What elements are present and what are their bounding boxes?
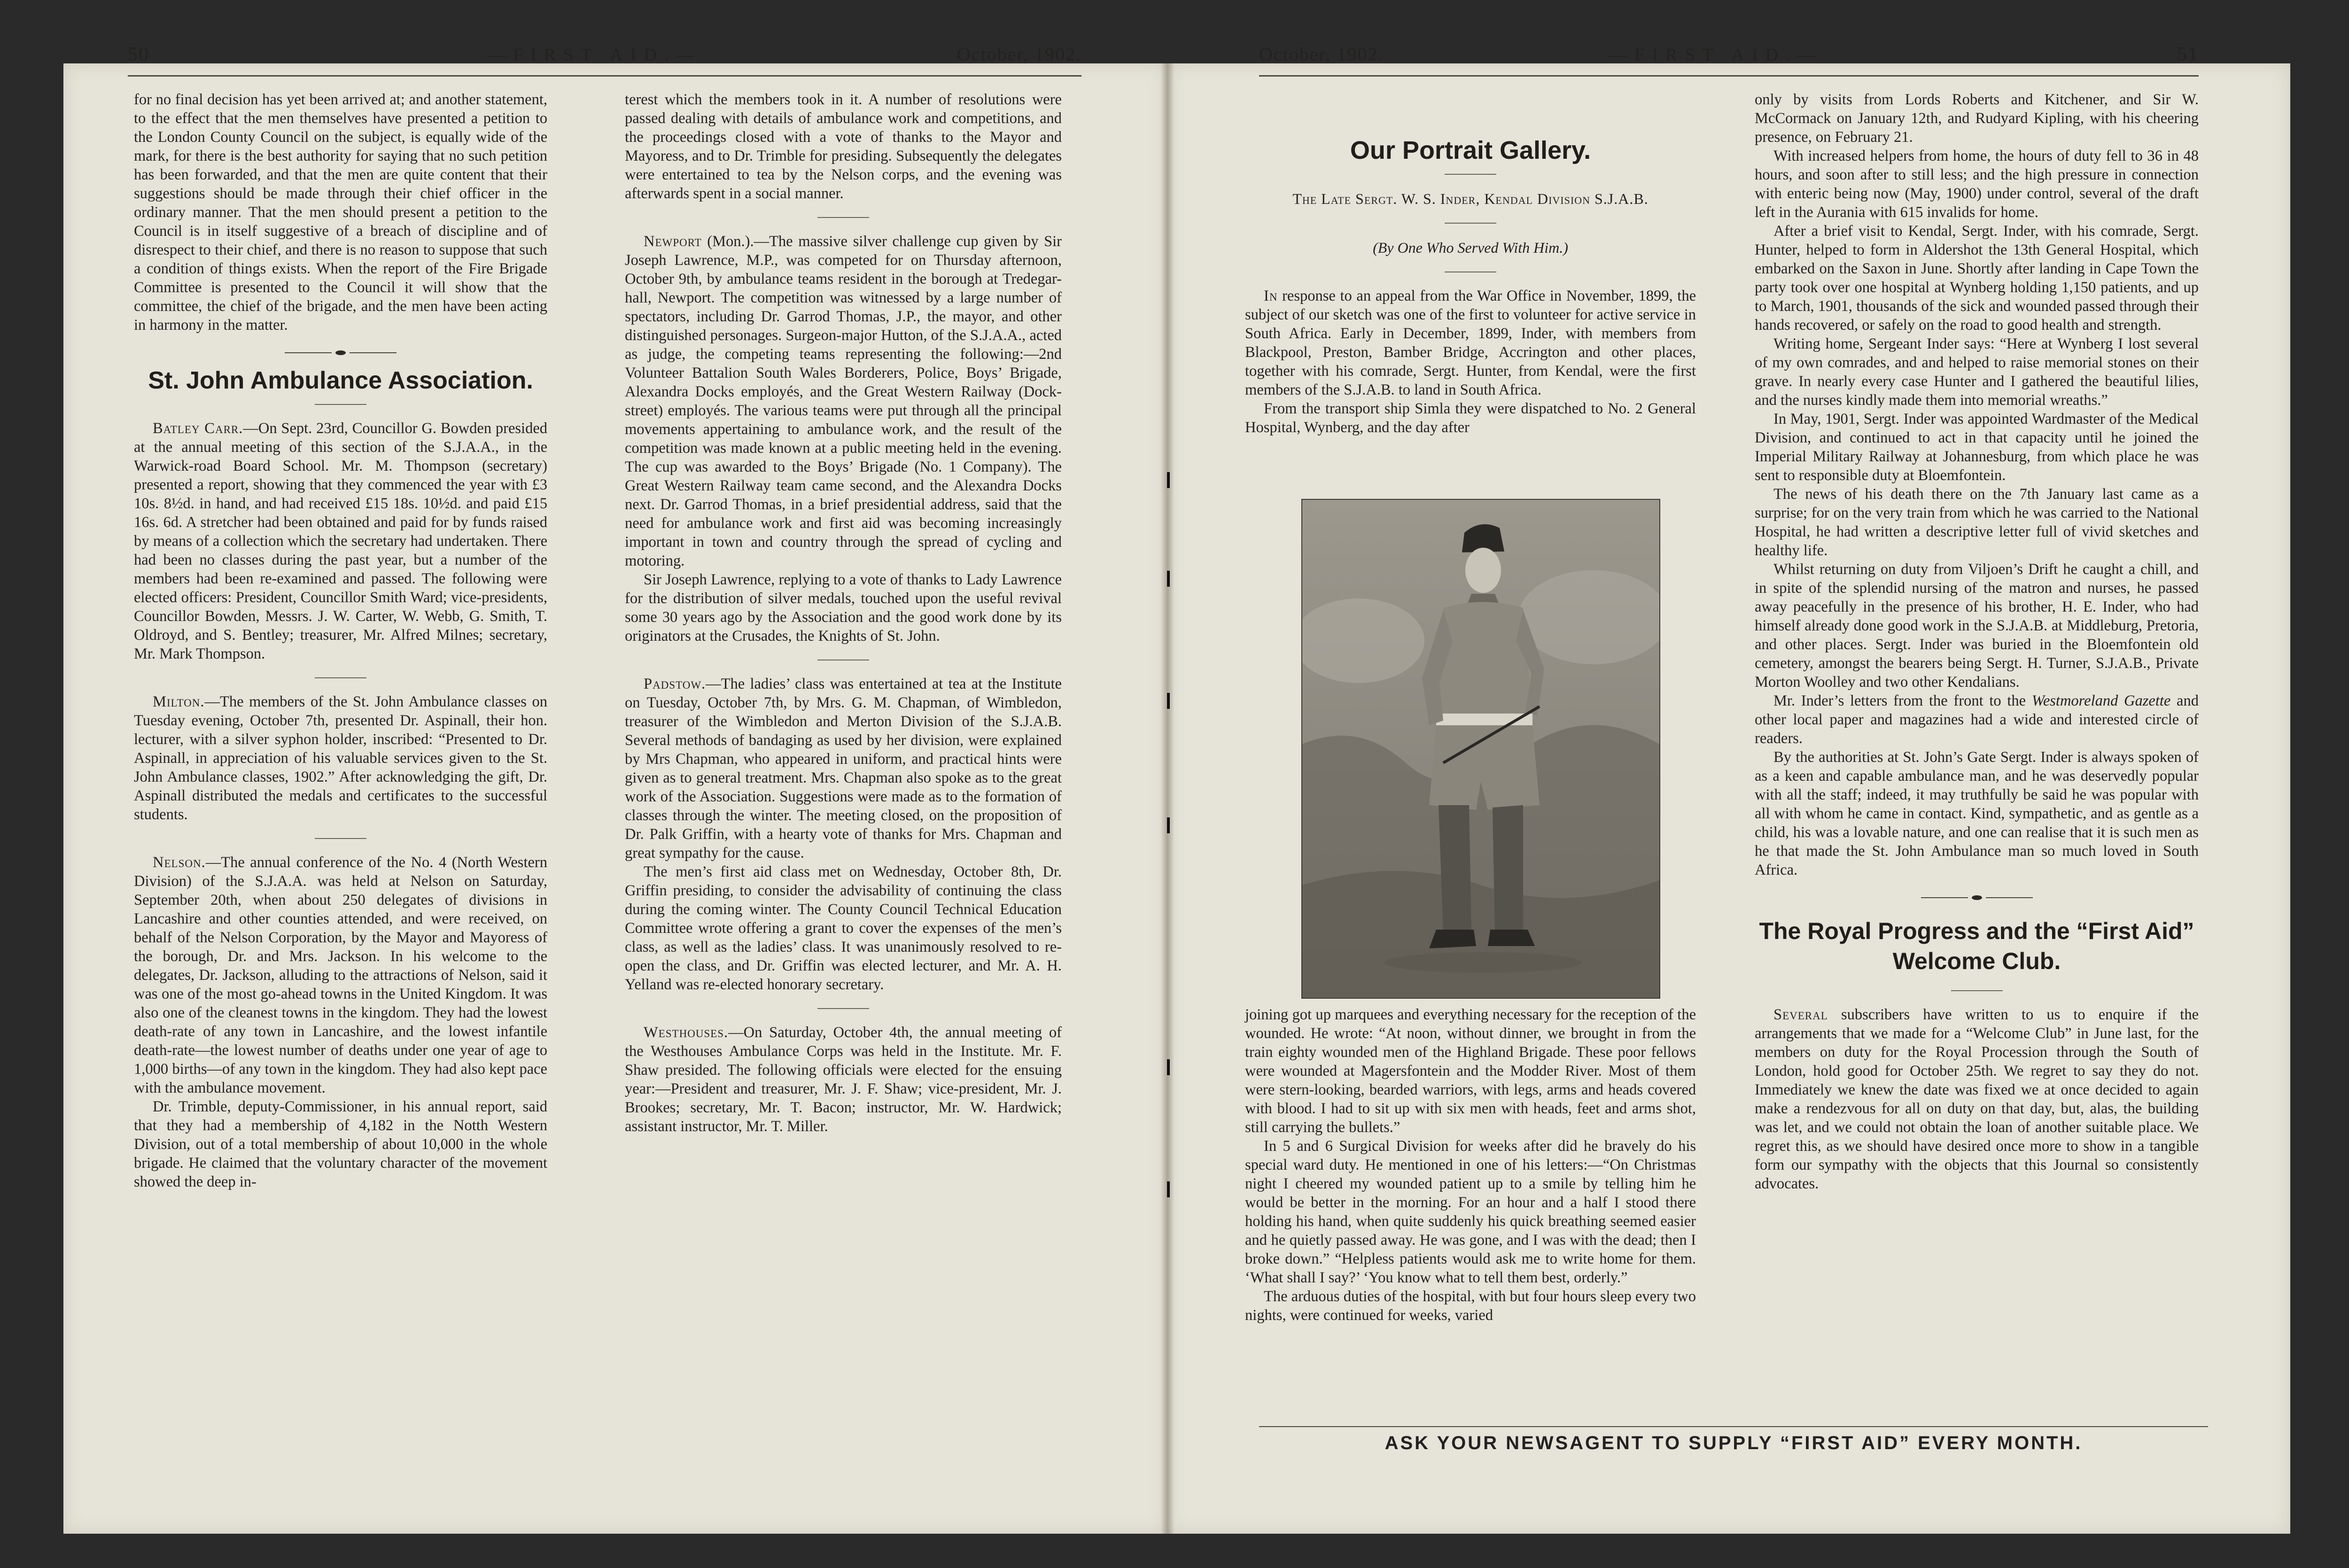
- soldier-portrait-illustration: [1302, 500, 1659, 998]
- separator: [1445, 174, 1496, 175]
- separator: [817, 1008, 869, 1009]
- paragraph: joining got up marquees and everything necessary for the reception of the wounded. He wrote: “At noon, without dinner, we brought in from the train eighty wounded men of the Highland Brigade. These poor fellows were wounded at Magersfontein and the Modder River. Most of them were stern-looking, bearded warriors, with legs, arms and heads covered with blood. I had to sit up with six men with heads, feet and arms shot, still carrying the bullets.”: [1245, 1006, 1696, 1136]
- article-milton: [134, 692, 547, 824]
- right-column-2: [1755, 90, 2199, 1193]
- right-column-1-top: [1245, 136, 1696, 437]
- paragraph: [1755, 691, 2199, 748]
- right-column-1-bottom: [1245, 1005, 1696, 1325]
- paragraph: [1245, 287, 1696, 399]
- binding-gutter: [1160, 63, 1174, 1534]
- paragraph: From the transport ship Simla they were dispatched to No. 2 General Hospital, Wynberg, and the day after: [1245, 400, 1696, 436]
- place-name: Milton.: [153, 693, 205, 710]
- left-column-2: [625, 90, 1062, 1136]
- paragraph: Whilst returning on duty from Viljoen’s Drift he caught a chill, and in spite of the splendid nursing of the matron and nurses, he passed away peacefully in the presence of his brother, H. E. Inder, who had himself already done good work in the S.J.A.B. at Middleburg, Pretoria, and other places. Sergt. Inder was buried in the Bloemfontein old cemetery, amongst the bearers being Sergt. H. Turner, S.J.A.B., Private Morton Woolley and two other Kendalians.: [1755, 561, 2199, 691]
- section-heading: St. John Ambulance Association.: [148, 367, 533, 394]
- paragraph: Sir Joseph Lawrence, replying to a vote of thanks to Lady Lawrence for the distribution of silver medals, touched upon the useful revival some 30 years ago by the Association and the good work done by its originators at the Crusades, the Knights of St. John.: [625, 571, 1062, 644]
- place-name: Nelson.: [153, 854, 206, 871]
- header-rule: [128, 75, 1081, 77]
- section-heading: Our Portrait Gallery.: [1350, 136, 1591, 164]
- separator: [817, 217, 869, 218]
- separator: [315, 677, 366, 678]
- paragraph-text: —The annual conference of the No. 4 (North Western Division) of the S.J.A.A. was held at Nelson on Saturday, September 20th, when about 250 delegates of divisions in Lancashire and other counties attended, and were received, on behalf of the Nelson Corporation, by the Mayor and Mayoress of the borough, Dr. and Mrs. Jackson. In his welcome to the delegates, Dr. Jackson, alluding to the attractions of Nelson, said it was one of the most go-ahead towns in the United Kingdom. It was also one of the cleanest towns in the kingdom. They had the lowest death-rate of any town in Lancashire, and the lowest infantile death-rate—the lowest number of deaths under one year of age to 1,000 births—of any town in the kingdom. They had also kept pace with the ambulance movement.: [134, 854, 547, 1096]
- issue-date: October, 1902.: [1259, 44, 1384, 65]
- issue-date: October, 1902.: [957, 44, 1081, 65]
- binding-mark: [1167, 571, 1170, 587]
- portrait-photograph: [1301, 499, 1660, 999]
- binding-mark: [1167, 817, 1170, 833]
- place-name: Westhouses.: [644, 1024, 729, 1041]
- place-name: Batley Carr.: [153, 420, 243, 437]
- article-westhouses: [625, 1023, 1062, 1136]
- magazine-title: —FIRST AID.—: [1609, 45, 1823, 65]
- paragraph: The news of his death there on the 7th January last came as a surprise; for on the very train from which he was carried to the National Hospital, he had written a descriptive letter full of vivid sketches and healthy life.: [1755, 486, 2199, 559]
- page-number: 51: [2177, 44, 2199, 65]
- article-continuation: terest which the members took in it. A number of resolutions were passed dealing with details of ambulance work and competitions, and the proceedings closed with a vote of thanks to the Mayor and Mayoress, and to Dr. Trimble for presiding. Subsequently the delegates were entertained to tea by the Nelson corps, and the evening was afterwards spent in a social manner.: [625, 91, 1062, 202]
- ornament-divider: [1755, 895, 2199, 900]
- paragraph-text: —On Saturday, October 4th, the annual meeting of the Westhouses Ambulance Corps was held in the Institute. Mr. F. Shaw presided. The following officials were elected for the ensuing year:—President and treasurer, Mr. J. F. Shaw; vice-president, Mr. J. Brookes; secretary, Mr. T. Bacon; instructor, Mr. W. Hardwick; assistant instructor, Mr. T. Miller.: [625, 1024, 1062, 1135]
- footer-advert: ASK YOUR NEWSAGENT TO SUPPLY “FIRST AID” EVERY MONTH.: [1385, 1433, 2083, 1453]
- ornament-divider: [134, 350, 547, 355]
- paragraph: [1755, 1005, 2199, 1193]
- separator: [1951, 990, 2003, 991]
- separator: [1445, 223, 1496, 224]
- paragraph: Dr. Trimble, deputy-Commissioner, in his annual report, said that they had a membership of 4,182 in the Notth Western Division, out of a total membership of about 10,000 in the whole brigade. He claimed that the voluntary character of the movement showed the deep in-: [134, 1098, 547, 1190]
- binding-mark: [1167, 1181, 1170, 1197]
- section-heading: The Royal Progress and the “First Aid” Welcome Club.: [1759, 918, 2194, 974]
- paragraph: After a brief visit to Kendal, Sergt. Inder, with his comrade, Sergt. Hunter, helped to form in Aldershot the 13th General Hospital, which embarked on the Saxon in June. Shortly after landing in Cape Town the party took over one hospital at Wynberg holding 1,150 patients, and up to March, 1901, thousands of the sick and wounded passed through their hands recovered, or safely on the road to good health and strength.: [1755, 223, 2199, 334]
- left-column-1: [134, 90, 547, 1191]
- drop-word: Several: [1773, 1006, 1828, 1023]
- paragraph-text: (Mon.).—The massive silver challenge cup given by Sir Joseph Lawrence, M.P., was competed for on Thursday afternoon, October 9th, by ambulance teams resident in the borough at Tredegar-hall, Newport. The competition was witnessed by a large number of spectators, including Dr. Garrod Thomas, J.P., the mayor, and other distinguished personages. Surgeon-major Hutton, of the S.J.A.A., acted as judge, the competing teams representing the following:—2nd Volunteer Battalion South Wales Borderers, Police, Boys’ Brigade, Alexandra Docks employés, and the Great Western Railway (Dock-street) employés. The various teams were put through all the principal movements appertaining to ambulance work, and the result of the competition was made known at a public meeting held in the evening. The cup was awarded to the Boys’ Brigade (No. 1 Company). The Great Western Railway team came second, and the Alexandra Docks next. Dr. Garrod Thomas, in a brief presidential address, said that the need for ambulance work and first aid was becoming increasingly important in town and country through the spread of cycling and motoring.: [625, 233, 1062, 569]
- right-running-head: [1259, 43, 2199, 71]
- left-running-head: [128, 43, 1081, 71]
- paragraph-text: and other local paper and magazines had a wide and interested circle of readers.: [1755, 692, 2199, 747]
- place-name: Newport: [644, 233, 702, 250]
- footer-rule: [1259, 1426, 2208, 1427]
- article-nelson: [134, 853, 547, 1097]
- paragraph: The arduous duties of the hospital, with but four hours sleep every two nights, were continued for weeks, varied: [1245, 1288, 1696, 1324]
- article-continuation: for no final decision has yet been arrived at; and another statement, to the effect that the men themselves have presented a petition to the London County Council on the subject, is equally wide of the mark, for there is the best authority for saying that no such petition has been forwarded, and that the men are quite content that their suggestions should be made through their chief officer in the ordinary manner. That the men should present a petition to the Council is in itself suggestive of a breach of discipline and of disrespect to their chief, and there is no reason to suppose that such a condition of things exists. When the report of the Fire Brigade Committee is presented to the Council it will show that the committee, the chief of the brigade, and the men have been acting in harmony in the matter.: [134, 91, 547, 334]
- paragraph-text: response to an appeal from the War Office in November, 1899, the subject of our sketch was one of the first to volunteer for active service in South Africa. Early in December, 1899, Inder, with members from Blackpool, Preston, Bamber Bridge, Accrington and other places, together with his comrade, Sergt. Hunter, from Kendal, were the first members of the S.J.A.B. to land in South Africa.: [1245, 287, 1696, 398]
- paragraph-text: Mr. Inder’s letters from the front to the: [1773, 692, 2032, 709]
- article-newport: [625, 232, 1062, 570]
- drop-word: In: [1264, 287, 1278, 304]
- article-batley: [134, 419, 547, 663]
- header-rule: [1259, 75, 2199, 77]
- separator: [315, 838, 366, 839]
- byline: (By One Who Served With Him.): [1373, 239, 1568, 256]
- portrait-subject: The Late Sergt. W. S. Inder, Kendal Division S.J.A.B.: [1292, 190, 1649, 207]
- place-name: Padstow.: [644, 675, 706, 692]
- binding-mark: [1167, 1059, 1170, 1075]
- paragraph: In 5 and 6 Surgical Division for weeks after did he bravely do his special ward duty. He mentioned in one of his letters:—“On Christmas night I cheered my wounded patient up to a smile by telling him he would be better in the morning. For an hour and a half I stood there holding his hand, when quite suddenly his quick breathing seemed easier and he quietly passed away. He was gone, and I was with the dead; then I broke down.” “Helpless patients would ask me to write home for them. ‘What shall I say?’ ‘You know what to tell them best, orderly.”: [1245, 1138, 1696, 1286]
- paragraph: With increased helpers from home, the hours of duty fell to 36 in 48 hours, and soon after to still less; and the high pressure in connection with enteric being now (May, 1900) under control, several of the draft left in the Aurania with 615 invalids for home.: [1755, 147, 2199, 221]
- paragraph: By the authorities at St. John’s Gate Sergt. Inder is always spoken of as a keen and capable ambulance man, and he was deservedly popular with all the staff; indeed, it may truthfully be said he was popular with all with whom he came in contact. Kind, sympathetic, and as gentle as a child, his was a lovable nature, and one can realise that it is such men as he that made the St. John Ambulance man so much loved in South Africa.: [1755, 749, 2199, 878]
- paragraph-text: —On Sept. 23rd, Councillor G. Bowden presided at the annual meeting of this section of the S.J.A.A., in the Warwick-road Board School. Mr. M. Thompson (secretary) presented a report, showing that they commenced the year with £3 10s. 8½d. in hand, and had received £15 18s. 10½d. and paid £15 16s. 6d. A stretcher had been obtained and paid for by funds raised by means of a collection which the secretary had undertaken. There had been no classes during the past year, but a number of the members had been re-examined and passed. The following were elected officers: President, Councillor Smith Ward; vice-presidents, Councillor Bowden, Messrs. J. W. Carter, W. Webb, G. Smith, T. Oldroyd, and S. Bentley; treasurer, Mr. Alfred Milnes; secretary, Mr. Mark Thompson.: [134, 420, 547, 662]
- page-number: 50: [128, 44, 149, 65]
- paragraph: In May, 1901, Sergt. Inder was appointed Wardmaster of the Medical Division, and continued to act in that capacity until he joined the Imperial Military Railway at Johannesburg, from which place he was sent to responsible duty at Bloemfontein.: [1755, 411, 2199, 484]
- paragraph: Writing home, Sergeant Inder says: “Here at Wynberg I lost several of my own comrades, and and helped to raise memorial stones on their grave. In nearly every case Hunter and I gathered the beautiful lilies, and the nurses kindly made them into memorial wreaths.”: [1755, 335, 2199, 409]
- paragraph-text: —The ladies’ class was entertained at tea at the Institute on Tuesday, October 7th, by Mrs. G. M. Chapman, of Wimbledon, treasurer of the Wimbledon and Merton Division of the S.J.A.B. Several methods of bandaging as used by her division, were explained by Mrs Chapman, who appeared in uniform, and practical hints were given as to general treatment. Mrs. Chapman also spoke as to the great work of the Association. Suggestions were made as to the formation of classes through the winter. The meeting closed, on the proposition of Dr. Palk Griffin, with a hearty vote of thanks for Mrs. Chapman and great sympathy for the cause.: [625, 675, 1062, 862]
- paragraph: The men’s first aid class met on Wednesday, October 8th, Dr. Griffin presiding, to consider the advisability of continuing the class during the coming winter. The County Council Technical Education Committee wrote offering a grant to cover the expenses of the men’s class, as well as the ladies’ class. It was unanimously resolved to re-open the class, and Dr. Griffin was elected lecturer, and Mr. A. H. Yelland was re-elected honorary secretary.: [625, 863, 1062, 993]
- paragraph-text: subscribers have written to us to enquire if the arrangements that we made for a “Welcome Club” in June last, for the members on duty for the Royal Procession through the South of London, hold good for October 25th. We regret to say they do not. Immediately we knew the date was fixed we at once decided to again make a rendezvous for all on duty on that day, but, alas, the building was let, and we could not obtain the loan of another suitable place. We regret this, as we should have desired once more to show in a tangible form our sympathy with the objects that this Journal so consistently advocates.: [1755, 1006, 2199, 1192]
- binding-mark: [1167, 472, 1170, 488]
- paragraph-text: —The members of the St. John Ambulance classes on Tuesday evening, October 7th, presented Dr. Aspinall, their hon. lecturer, with a silver syphon holder, inscribed: “Presented to Dr. Aspinall, in appreciation of his valuable services given to the St. John Ambulance classes, 1902.” After acknowledging the gift, Dr. Aspinall distributed the medals and certificates to the successful students.: [134, 693, 547, 823]
- separator: [315, 404, 366, 405]
- magazine-title: —FIRST AID.—: [488, 45, 702, 65]
- binding-mark: [1167, 693, 1170, 709]
- newspaper-name: Westmoreland Gazette: [2031, 692, 2171, 709]
- article-padstow: [625, 675, 1062, 862]
- paragraph: only by visits from Lords Roberts and Kitchener, and Sir W. McCormack on January 12th, and Rudyard Kipling, with his cheering presence, on February 21.: [1755, 91, 2199, 146]
